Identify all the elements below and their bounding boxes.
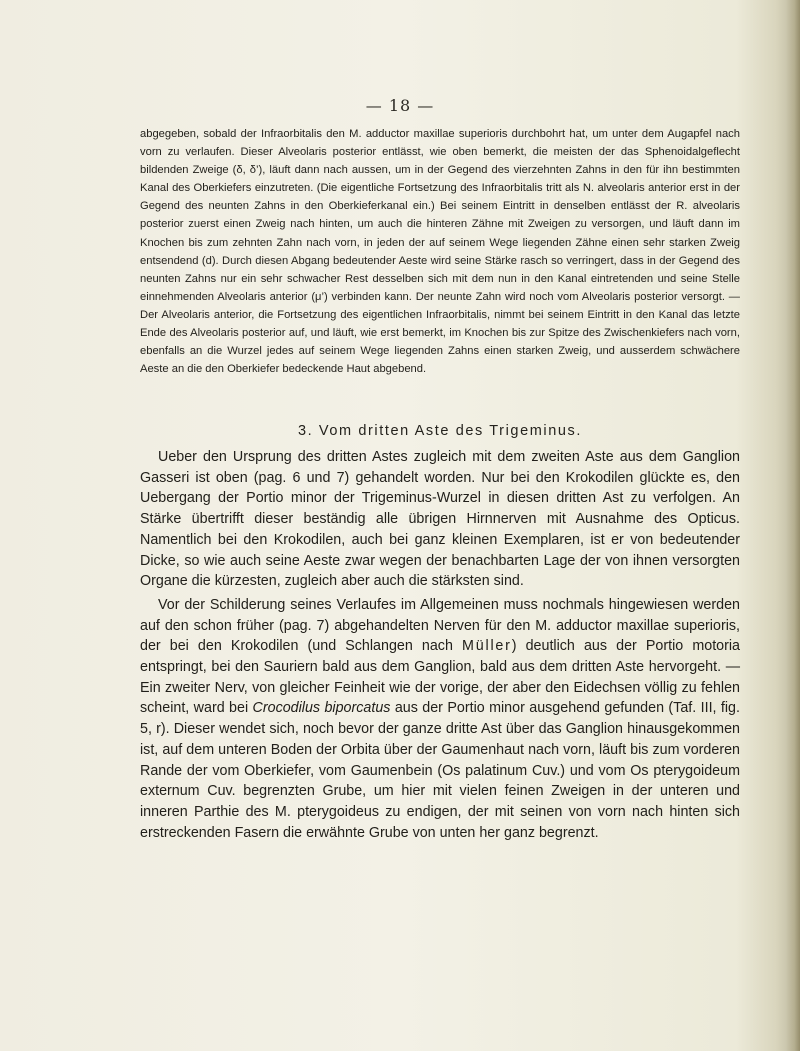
continued-paragraph [140, 125, 740, 378]
page-edge-shadow [786, 0, 800, 1051]
paragraph-2-text-a: Vor der Schilderung seines Verlaufes im Allgemeinen muss nochmals hingewiesen werden auf den schon früher (pag. 7) abgehandelten Nerven für den M. adductor maxillae superioris, der bei den Krokodilen (und Schlangen nach [140, 596, 740, 655]
paragraph-2 [140, 595, 740, 843]
section-heading: 3. Vom dritten Aste des Trigeminus. [297, 423, 583, 439]
continued-paragraph-text: abgegeben, sobald der Infraorbitalis den M. adductor maxillae superioris durchbohrt hat, um unter dem Augapfel nach vorn zu verlaufen. Dieser Alveolaris posterior entlässt, wie oben bemerkt, die meisten der das Sphenoidalgeflecht bildenden Zweige (δ, δ’), läuft dann nach aussen, um in der Gegend des vierzehnten Zahns in den für ihn bestimmten Kanal des Oberkiefers einzutreten. (Die eigentliche Fortsetzung des Infraorbitalis tritt als N. alveolaris anterior erst in der Gegend des neunten Zahns in den Oberkieferkanal ein.) Bei seinem Eintritt in denselben entlässt der R. alveolaris posterior zuerst einen Zweig nach hinten, um auch die hinteren Zähne mit Zweigen zu versorgen, und läuft dann im Knochen bis zum zehnten Zahn nach vorn, in jeden der auf seinem Wege liegenden Zähne einen sehr starken Zweig entsendend (d). Durch diesen Abgang bedeutender Aeste wird seine Stärke rasch so verringert, dass in der Gegend des neunten Zahns nur ein sehr schwacher Rest desselben sich mit dem nun in den Kanal eintretenden und seine Stelle einnehmenden Alveolaris anterior (μ’) verbinden kann. Der neunte Zahn wird noch vom Alveolaris posterior versorgt. — Der Alveolaris anterior, die Fortsetzung des eigentlichen Infraorbitalis, nimmt bei seinem Eintritt in den Kanal das letzte Ende des Alveolaris posterior auf, und läuft, wie erst bemerkt, im Knochen bis zur Spitze des Zwischenkiefers nach vorn, ebenfalls an die Wurzel jedes auf seinem Wege liegenden Zahns einen starken Zweig, und ausserdem schwächere Aeste an die den Oberkiefer bedeckende Haut abgebend. [140, 128, 740, 376]
paragraph-2-text-b: ) deutlich aus der Portio motoria entspringt, bei den Sauriern bald aus dem Ganglion, bald aus dem dritten Aste hervorgeht. — Ein zweiter Nerv, von gleicher Feinheit wie der vorige, der aber den Eidechsen völlig zu fehlen scheint, ward bei [140, 638, 741, 717]
section-body [140, 447, 740, 843]
paragraph-2-text-c: aus der Portio minor ausgehend gefunden (Taf. III, fig. 5, r). Dieser wendet sich, noch bevor der ganze dritte Ast über das Ganglion hinausgekommen ist, auf dem unteren Boden der Orbita über der Gaumenhaut nach vorn, läuft bis zum vorderen Rande der vom Oberkiefer, vom Gaumenbein (Os palatinum Cuv.) und vom Os pterygoideum externum Cuv. begrenzten Grube, um hier mit vielen feinen Zweigen in der unteren und inneren Parthie des M. pterygoideus zu endigen, der mit seinen von vorn nach hinten sich erstreckenden Fasern die erwähnte Grube von unten her ganz begrenzt. [140, 700, 740, 841]
species-name: Crocodilus biporcatus [252, 700, 391, 717]
paragraph-1: Ueber den Ursprung des dritten Astes zugleich mit dem zweiten Aste aus dem Ganglion Gasseri ist oben (pag. 6 und 7) gehandelt worden. Nur bei den Krokodilen glückte es, den Uebergang der Portio minor der Trigeminus-Wurzel in diesen dritten Ast zu verfolgen. An Stärke übertrifft dieser beständig alle übrigen Hirnnerven mit Ausnahme des Opticus. Namentlich bei den Krokodilen, auch bei ganz kleinen Exemplaren, ist er von bedeutender Dicke, so wie auch seine Aeste zwar wegen der benachbarten Lage der von ihnen versorgten Organe die kürzesten, zugleich aber auch die stärksten sind. [140, 449, 740, 590]
author-name: Müller [462, 638, 512, 655]
page-number: — 18 — [365, 96, 435, 115]
